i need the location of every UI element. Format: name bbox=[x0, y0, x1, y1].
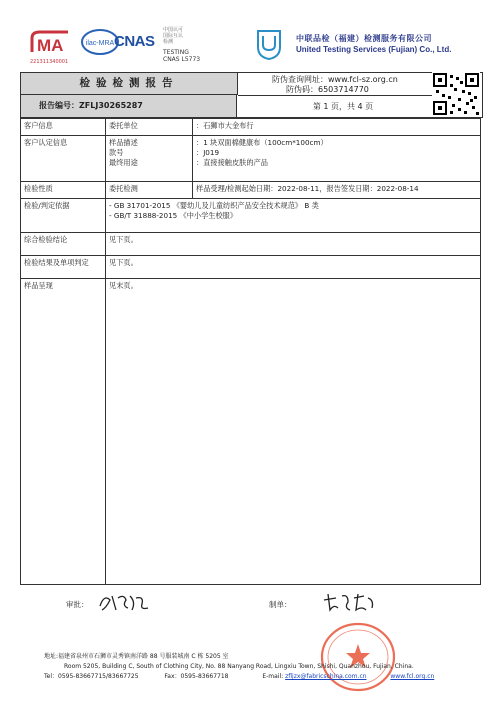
fax: Fax：0595-83667718 bbox=[164, 673, 229, 680]
prepare-label: 制单： bbox=[269, 600, 292, 609]
sample-keys bbox=[106, 136, 193, 182]
sample-photo-value: 见末页。 bbox=[106, 279, 481, 585]
verification-info bbox=[238, 73, 448, 117]
cnas-cn-line: 国际互认 bbox=[163, 33, 184, 39]
sample-values bbox=[193, 136, 481, 182]
testing-line: TESTING bbox=[163, 49, 189, 56]
address-cn: 地址:福建省泉州市石狮市灵秀镇南洋路 88 号服装城南 C 栋 5205 室 bbox=[44, 653, 229, 660]
table-row bbox=[21, 182, 481, 199]
style-key: 款号 bbox=[109, 148, 124, 157]
cnas-cn-lines bbox=[163, 27, 183, 45]
test-nature-label: 检验性质 bbox=[21, 182, 106, 199]
table-row bbox=[21, 233, 481, 256]
report-number bbox=[21, 95, 237, 117]
ilac-logo-text: ilac-MRA bbox=[85, 40, 115, 47]
report-info-table bbox=[20, 118, 481, 585]
customer-confirm-label: 客户认定信息 bbox=[21, 136, 106, 182]
customer-info-label: 客户信息 bbox=[21, 119, 106, 136]
basis-values bbox=[106, 199, 481, 233]
item-result-label: 检验结果及单项判定 bbox=[21, 256, 106, 279]
approver-signature bbox=[96, 590, 154, 614]
style-value: ：J019 bbox=[196, 148, 220, 157]
table-row bbox=[21, 279, 481, 585]
company-name-en: United Testing Services (Fujian) Co., Ltd. bbox=[296, 45, 452, 54]
table-row bbox=[21, 136, 481, 182]
basis-label: 检验/判定依据 bbox=[21, 199, 106, 233]
sample-photo-label: 样品呈现 bbox=[21, 279, 106, 585]
footer bbox=[44, 652, 434, 682]
report-number-value: ZFLJ30265287 bbox=[79, 101, 143, 110]
cnas-cn-line: 检测 bbox=[163, 39, 174, 45]
uts-logo bbox=[252, 27, 286, 61]
table-row bbox=[21, 119, 481, 136]
email-label: E-mail: bbox=[262, 673, 284, 680]
cma-number: 221311340001 bbox=[30, 59, 69, 65]
report-title: 检验检测报告 bbox=[21, 73, 238, 95]
email-link[interactable]: zfljzx@fabricschina.com.cn bbox=[285, 673, 367, 680]
table-row bbox=[21, 256, 481, 279]
qr-code bbox=[432, 72, 480, 116]
cnas-number: CNAS L5773 bbox=[163, 56, 201, 63]
report-title-block bbox=[20, 72, 483, 118]
basis-standard: - GB 31701-2015 《婴幼儿及儿童纺织产品安全技术规范》 B 类 bbox=[109, 201, 319, 210]
cnas-logo: CNAS bbox=[114, 33, 155, 50]
table-row bbox=[21, 199, 481, 233]
report-number-label: 报告编号： bbox=[39, 101, 79, 110]
client-key: 委托单位 bbox=[106, 119, 193, 136]
conclusion-label: 综合检验结论 bbox=[21, 233, 106, 256]
conclusion-value: 见下页。 bbox=[106, 233, 481, 256]
website-link[interactable]: www.fcl.org.cn bbox=[390, 673, 435, 680]
verify-code: 防伪码：6503714770 bbox=[286, 85, 369, 94]
test-nature-key: 委托检测 bbox=[106, 182, 193, 199]
cnas-cn-line: 中国认可 bbox=[163, 27, 184, 33]
preparer-signature bbox=[320, 590, 380, 614]
testing-label bbox=[163, 49, 200, 63]
client-value: ：石狮市大金布行 bbox=[193, 119, 481, 136]
company-name-cn: 中联品检（福建）检测服务有限公司 bbox=[296, 34, 432, 43]
tel: Tel：0595-83667715/83667725 bbox=[44, 673, 139, 680]
basis-standard: - GB/T 31888-2015 《中小学生校服》 bbox=[109, 211, 238, 220]
verify-url: 防伪查询网址：www.fcl-sz.org.cn bbox=[272, 75, 398, 84]
cma-logo bbox=[28, 30, 76, 56]
end-use-key: 最终用途 bbox=[109, 158, 138, 167]
test-dates: 样品受理/检测起始日期：2022-08-11，报告签发日期：2022-08-14 bbox=[193, 182, 481, 199]
page-info: 第 1 页，共 4 页 bbox=[238, 95, 448, 118]
approve-label: 审批： bbox=[66, 600, 89, 609]
address-en: Room 5205, Building C, South of Clothing City, No. 88 Nanyang Road, Lingxiu Town, Shishi, Quanzhou, Fujian, China. bbox=[64, 663, 414, 670]
sample-desc-value: ：1 块双面棉健康布（100cm*100cm） bbox=[196, 138, 328, 147]
sample-desc-key: 样品描述 bbox=[109, 138, 138, 147]
cma-logo-text: MA bbox=[37, 36, 64, 55]
contact-line bbox=[44, 672, 434, 682]
item-result-value: 见下页。 bbox=[106, 256, 481, 279]
end-use-value: ：直接接触皮肤的产品 bbox=[196, 158, 268, 167]
